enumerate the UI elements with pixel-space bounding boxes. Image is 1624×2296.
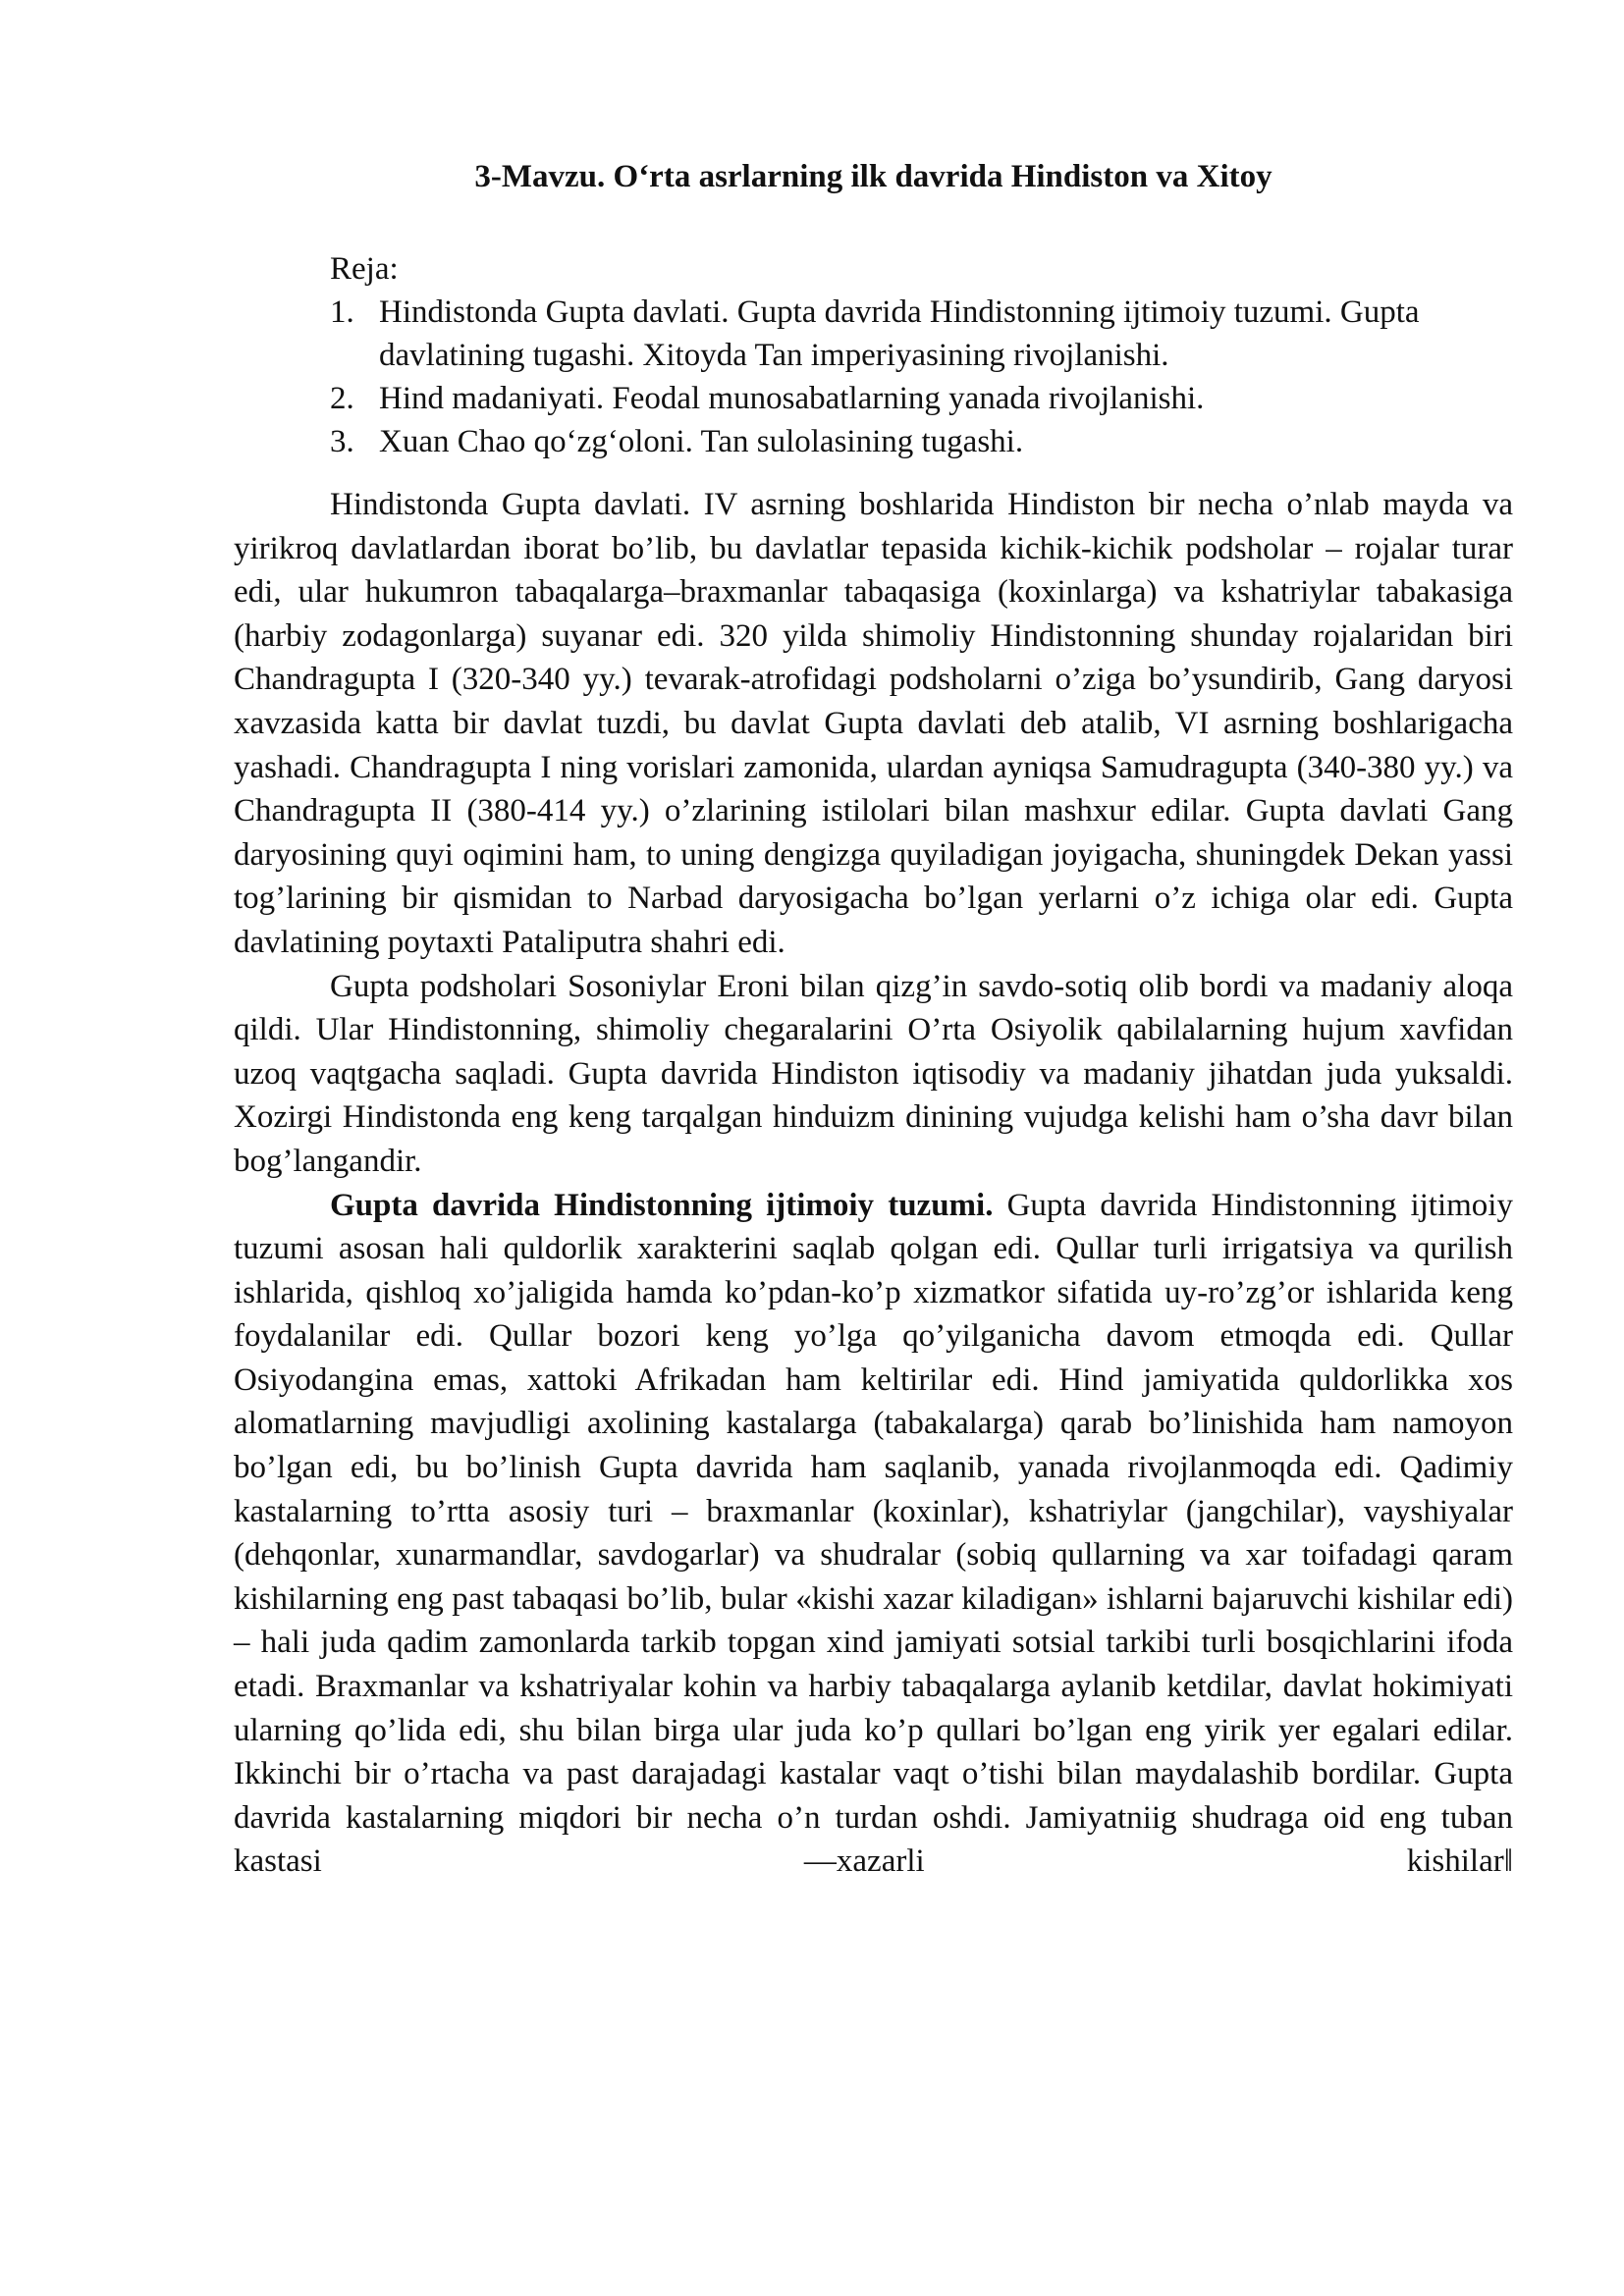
section-heading: Gupta davrida Hindistonning ijtimoiy tuzumi.: [330, 1187, 994, 1223]
paragraph: [234, 965, 1513, 1184]
plan-item: [330, 291, 1528, 377]
paragraph-text: Hindistonda Gupta davlati. IV asrning boshlarida Hindiston bir necha o’nlab mayda va yirikroq davlatlardan iborat bo’lib, bu davlatlar tepasida kichik-kichik podsholar – rojalar turar edi, ular hukumron tabaqalarga–braxmanlar tabaqasiga (koxinlarga) va kshatriylar tabakasiga (harbiy zodagonlarga) suyanar edi. 320 yilda shimoliy Hindistonning shunday rojalaridan biri Chandragupta I (320-340 yy.) tevarak-atrofidagi podsholarni o’ziga bo’ysundirib, Gang daryosi xavzasida katta bir davlat tuzdi, bu davlat Gupta davlati deb atalib, VI asrning boshlarigacha yashadi. Chandragupta I ning vorislari zamonida, ulardan ayniqsa Samudragupta (340-380 yy.) va Chandragupta II (380-414 yy.) o’zlarining istilolari bilan mashxur edilar. Gupta davlati Gang daryosining quyi oqimini ham, to uning dengizga quyiladigan joyigacha, shuningdek Dekan yassi tog’larining bir qismidan to Narbad daryosigacha bo’lgan yerlarni o’z ichiga olar edi. Gupta davlatining poytaxti Pataliputra shahri edi.: [234, 487, 1513, 960]
plan-item-number: 3.: [330, 424, 354, 459]
plan-item-text: Hindistonda Gupta davlati. Gupta davrida Hindistonning ijtimoiy tuzumi. Gupta davlatining tugashi. Xitoyda Tan imperiyasining rivojlanishi.: [379, 294, 1420, 373]
plan-item: [330, 420, 1528, 463]
plan-item-number: 1.: [330, 294, 354, 330]
plan-list: [330, 291, 1528, 463]
plan-label: Reja:: [330, 251, 399, 287]
plan-item-text: Xuan Chao qo‘zg‘oloni. Tan sulolasining tugashi.: [379, 424, 1024, 459]
body-text: [234, 483, 1513, 1884]
paragraph-text: Gupta davrida Hindistonning ijtimoiy tuzumi asosan hali quldorlik xarakterini saqlab qolgan edi. Qullar turli irrigatsiya va qurilish ishlarida, qishloq xo’jaligida hamda ko’pdan-ko’p xizmatkor sifatida uy-ro’zg’or ishlarida keng foydalanilar edi. Qullar bozori keng yo’lga qo’yilganicha davom etmoqda edi. Qullar Osiyodangina emas, xattoki Afrikadan ham keltirilar edi. Hind jamiyatida quldorlikka xos alomatlarning mavjudligi axolining kastalarga (tabakalarga) qarab bo’linishida ham namoyon bo’lgan edi, bu bo’linish Gupta davrida ham saqlanib, yanada rivojlanmoqda edi. Qadimiy kastalarning to’rtta asosiy turi – braxmanlar (koxinlar), kshatriylar (jangchilar), vayshiyalar (dehqonlar, xunarmandlar, savdogarlar) va shudralar (sobiq qullarning va xar toifadagi qaram kishilarning eng past tabaqasi bo’lib, bular «kishi xazar kiladigan» ishlarni bajaruvchi kishilar edi) – hali juda qadim zamonlarda tarkib topgan xind jamiyati sotsial tarkibi turli bosqichlarini ifoda etadi. Braxmanlar va kshatriyalar kohin va harbiy tabaqalarga aylanib ketdilar, davlat hokimiyati ularning qo’lida edi, shu bilan birga ular juda ko’p qullari bo’lgan eng yirik yer egalari edilar. Ikkinchi bir o’rtacha va past darajadagi kastalar vaqt o’tishi bilan maydalashib bordilar. Gupta davrida kastalarning miqdori bir necha o’n turdan oshdi. Jamiyatniig shudraga oid eng tuban kastasi ―xazarli kishilar‖: [234, 1187, 1513, 1880]
document-title: 3-Mavzu. O‘rta asrlarning ilk davrida Hindiston va Xitoy: [474, 159, 1272, 194]
plan-item: [330, 377, 1528, 420]
paragraph: [234, 1184, 1513, 1885]
paragraph-text: Gupta podsholari Sosoniylar Eroni bilan qizg’in savdo-sotiq olib bordi va madaniy aloqa qildi. Ular Hindistonning, shimoliy chegaralarini O’rta Osiyolik qabilalarning hujum xavfidan uzoq vaqtgacha saqladi. Gupta davrida Hindiston iqtisodiy va madaniy jihatdan juda yuksaldi. Xozirgi Hindistonda eng keng tarqalgan hinduizm dinining vujudga kelishi ham o’sha davr bilan bog’langandir.: [234, 968, 1513, 1179]
plan-item-number: 2.: [330, 381, 354, 416]
plan-item-text: Hind madaniyati. Feodal munosabatlarning yanada rivojlanishi.: [379, 381, 1205, 416]
plan-section: [330, 247, 1528, 463]
paragraph: [234, 483, 1513, 965]
